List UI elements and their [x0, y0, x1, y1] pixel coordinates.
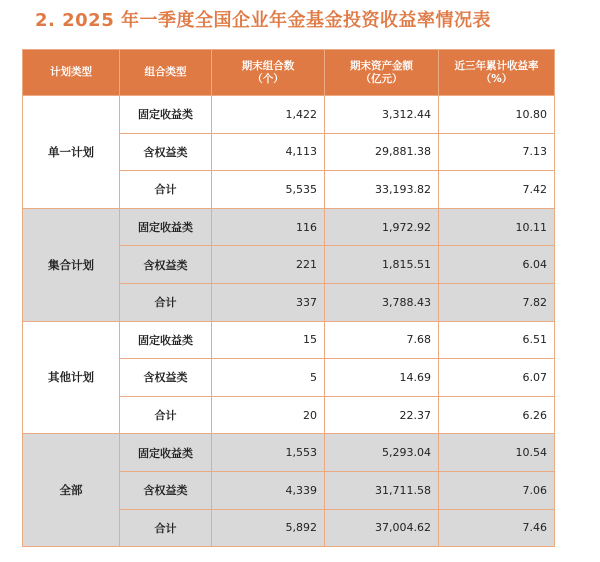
- header-assets-label: 期末资产金额: [350, 59, 413, 72]
- group-label: 集合计划: [23, 208, 120, 321]
- assets-cell: 22.37: [325, 396, 439, 434]
- group-label: 单一计划: [23, 96, 120, 209]
- portfolio-type-cell: 合计: [120, 171, 212, 209]
- return-cell: 10.11: [439, 208, 555, 246]
- header-portfolio-count: [212, 50, 325, 96]
- return-cell: 6.26: [439, 396, 555, 434]
- assets-cell: 3,312.44: [325, 96, 439, 134]
- portfolio-type-cell: 含权益类: [120, 246, 212, 284]
- table-row: [23, 321, 555, 359]
- header-return-label: 近三年累计收益率: [454, 59, 539, 72]
- assets-cell: 29,881.38: [325, 133, 439, 171]
- return-cell: 10.54: [439, 434, 555, 472]
- count-cell: 337: [212, 283, 325, 321]
- header-plan-type: 计划类型: [23, 50, 120, 96]
- assets-cell: 1,815.51: [325, 246, 439, 284]
- header-portfolio-type: 组合类型: [120, 50, 212, 96]
- assets-cell: 37,004.62: [325, 509, 439, 547]
- header-count-unit: （个）: [252, 72, 284, 85]
- return-cell: 7.06: [439, 471, 555, 509]
- header-assets-unit: （亿元）: [360, 72, 403, 85]
- return-cell: 6.07: [439, 359, 555, 397]
- table-row: [23, 434, 555, 472]
- count-cell: 15: [212, 321, 325, 359]
- table-header-row: [23, 50, 555, 96]
- assets-cell: 14.69: [325, 359, 439, 397]
- portfolio-type-cell: 含权益类: [120, 133, 212, 171]
- portfolio-type-cell: 固定收益类: [120, 434, 212, 472]
- annuity-returns-table: [22, 49, 555, 547]
- return-cell: 7.46: [439, 509, 555, 547]
- header-asset-amount: [325, 50, 439, 96]
- portfolio-type-cell: 合计: [120, 396, 212, 434]
- assets-cell: 31,711.58: [325, 471, 439, 509]
- return-cell: 6.04: [439, 246, 555, 284]
- return-cell: 7.82: [439, 283, 555, 321]
- group-label: 其他计划: [23, 321, 120, 434]
- assets-cell: 33,193.82: [325, 171, 439, 209]
- count-cell: 221: [212, 246, 325, 284]
- count-cell: 4,339: [212, 471, 325, 509]
- page-title: 2. 2025 年一季度全国企业年金基金投资收益率情况表: [35, 10, 491, 31]
- portfolio-type-cell: 固定收益类: [120, 321, 212, 359]
- count-cell: 5,892: [212, 509, 325, 547]
- count-cell: 1,422: [212, 96, 325, 134]
- portfolio-type-cell: 合计: [120, 283, 212, 321]
- group-label: 全部: [23, 434, 120, 547]
- count-cell: 5: [212, 359, 325, 397]
- portfolio-type-cell: 含权益类: [120, 471, 212, 509]
- assets-cell: 3,788.43: [325, 283, 439, 321]
- portfolio-type-cell: 合计: [120, 509, 212, 547]
- return-cell: 7.13: [439, 133, 555, 171]
- header-cumulative-return: [439, 50, 555, 96]
- portfolio-type-cell: 固定收益类: [120, 208, 212, 246]
- count-cell: 116: [212, 208, 325, 246]
- return-cell: 10.80: [439, 96, 555, 134]
- count-cell: 5,535: [212, 171, 325, 209]
- count-cell: 20: [212, 396, 325, 434]
- count-cell: 4,113: [212, 133, 325, 171]
- return-cell: 7.42: [439, 171, 555, 209]
- portfolio-type-cell: 固定收益类: [120, 96, 212, 134]
- assets-cell: 1,972.92: [325, 208, 439, 246]
- table-row: [23, 208, 555, 246]
- count-cell: 1,553: [212, 434, 325, 472]
- header-count-label: 期末组合数: [241, 59, 295, 72]
- header-return-unit: （%）: [480, 72, 513, 85]
- assets-cell: 5,293.04: [325, 434, 439, 472]
- portfolio-type-cell: 含权益类: [120, 359, 212, 397]
- table-row: [23, 96, 555, 134]
- return-cell: 6.51: [439, 321, 555, 359]
- assets-cell: 7.68: [325, 321, 439, 359]
